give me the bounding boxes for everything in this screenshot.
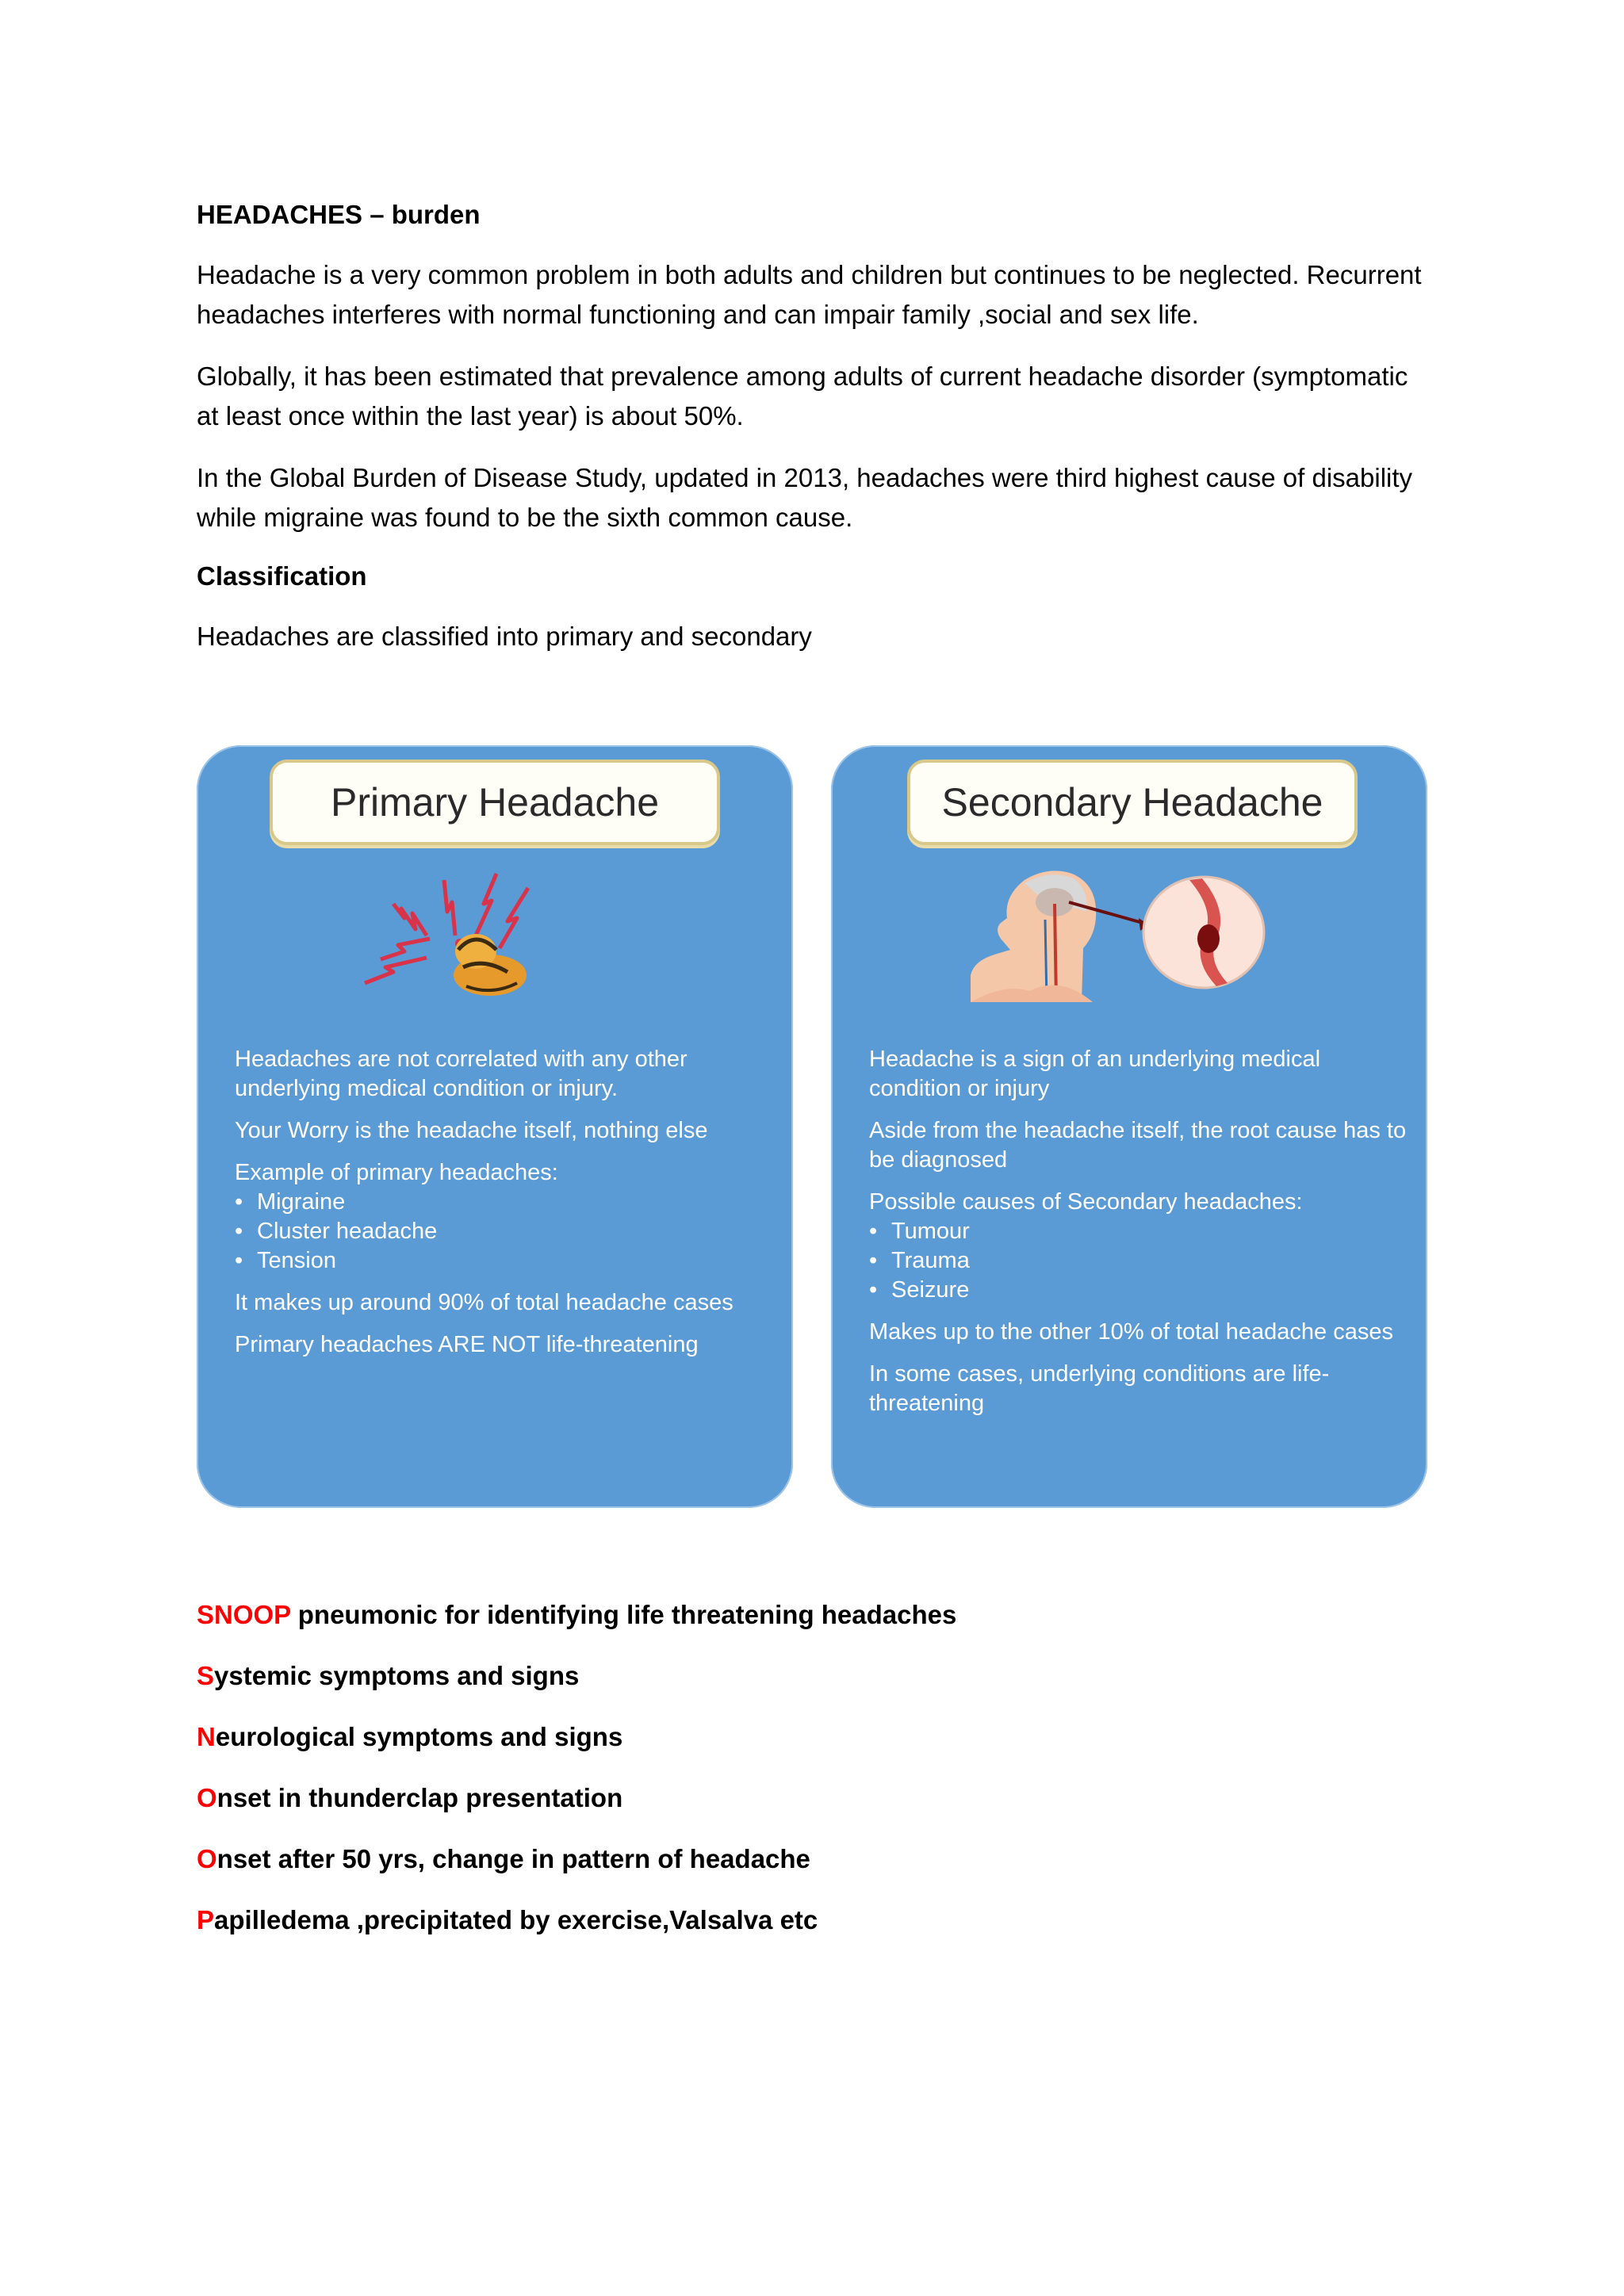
primary-card-title: Primary Headache: [270, 760, 720, 845]
snoop-item-neurological: Neurological symptoms and signs: [197, 1722, 623, 1751]
secondary-card-text-3: Possible causes of Secondary headaches:: [869, 1189, 1303, 1215]
secondary-card-text-5: In some cases, underlying conditions are life-threatening: [869, 1361, 1330, 1416]
list-item: • Migraine: [235, 1189, 346, 1215]
secondary-headache-card: [831, 745, 1427, 1508]
primary-card-text-1: Headaches are not correlated with any other underlying medical condition or injury.: [235, 1047, 688, 1101]
head-profile: [971, 871, 1096, 1002]
list-item: • Cluster headache: [235, 1219, 438, 1244]
burden-paragraph-3: In the Global Burden of Disease Study, updated in 2013, headaches were third highest cause of disability while migraine was found to be the sixth common cause.: [197, 463, 1413, 532]
primary-card-text-4: It makes up around 90% of total headache cases: [235, 1290, 733, 1315]
secondary-causes-list: [869, 1217, 1408, 1305]
burden-paragraph-1: Headache is a very common problem in both adults and children but continues to be neglected. Recurrent headaches interferes with normal functioning and can impair family ,social and sex life.: [197, 260, 1422, 329]
list-item: • Seizure: [869, 1277, 970, 1303]
snoop-mnemonic-section: [197, 1598, 1434, 1965]
primary-card-body: [235, 1045, 774, 1372]
classification-heading: Classification: [197, 561, 367, 591]
list-item: • Tension: [235, 1248, 336, 1273]
document-page: [197, 198, 1434, 679]
secondary-card-body: [869, 1045, 1408, 1431]
primary-card-text-2: Your Worry is the headache itself, nothing else: [235, 1118, 708, 1143]
primary-card-text-3: Example of primary headaches:: [235, 1160, 558, 1185]
headache-person-icon: [197, 856, 793, 1007]
secondary-card-text-4: Makes up to the other 10% of total headache cases: [869, 1319, 1393, 1345]
primary-examples-list: [235, 1188, 774, 1276]
secondary-card-text-1: Headache is a sign of an underlying medical condition or injury: [869, 1047, 1321, 1101]
primary-card-text-5: Primary headaches ARE NOT life-threatening: [235, 1332, 699, 1357]
headache-comparison-figure: [197, 745, 1427, 1508]
burden-heading: HEADACHES – burden: [197, 200, 481, 229]
secondary-card-text-2: Aside from the headache itself, the root cause has to be diagnosed: [869, 1118, 1407, 1173]
secondary-card-title: Secondary Headache: [907, 760, 1358, 845]
snoop-item-onset-after-50: Onset after 50 yrs, change in pattern of headache: [197, 1844, 810, 1873]
list-item: • Trauma: [869, 1248, 970, 1273]
list-item: • Tumour: [869, 1219, 970, 1244]
head-artery-illustration-icon: [831, 856, 1427, 1007]
primary-headache-card: [197, 745, 793, 1508]
person-figure: [454, 934, 527, 996]
snoop-item-onset-thunderclap: Onset in thunderclap presentation: [197, 1783, 623, 1812]
artery-closeup: [1143, 877, 1264, 988]
snoop-item-systemic: Systemic symptoms and signs: [197, 1661, 580, 1690]
snoop-item-papilledema: Papilledema ,precipitated by exercise,Valsalva etc: [197, 1905, 818, 1934]
snoop-title: SNOOP pneumonic for identifying life threatening headaches: [197, 1600, 957, 1629]
burden-paragraph-2: Globally, it has been estimated that prevalence among adults of current headache disorder (symptomatic at least once within the last year) is about 50%.: [197, 362, 1408, 430]
classification-text: Headaches are classified into primary and secondary: [197, 622, 812, 651]
